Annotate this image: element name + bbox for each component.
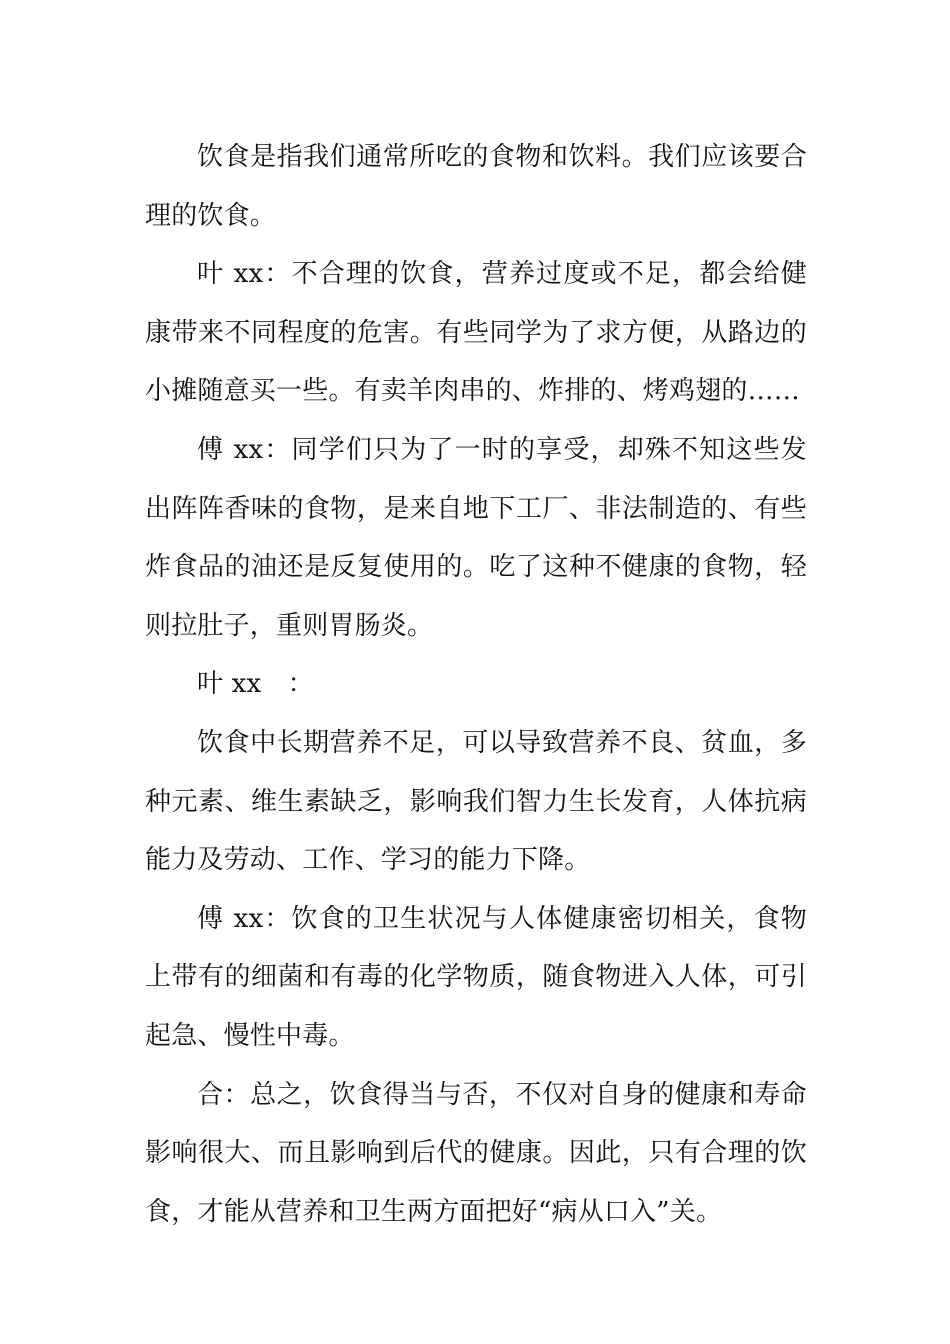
speaker-label-ye: 叶 xx ： <box>197 669 314 700</box>
paragraph-fu-2: 傅 xx：饮食的卫生状况与人体健康密切相关，食物上带有的细菌和有毒的化学物质，随食物进入人体，可引起急、慢性中毒。 <box>145 903 807 1051</box>
paragraph-nutrition: 饮食中长期营养不足，可以导致营养不良、贫血，多种元素、维生素缺乏，影响我们智力生长发育，人体抗病能力及劳动、工作、学习的能力下降。 <box>145 727 807 876</box>
paragraph-fu-1: 傅 xx：同学们只为了一时的享受，却殊不知这些发出阵阵香味的食物，是来自地下工厂、非法制造的、有些炸食品的油还是反复使用的。吃了这种不健康的食物，轻则拉肚子，重则胃肠炎。 <box>145 434 807 641</box>
document-body <box>145 128 807 1241</box>
paragraph-intro: 饮食是指我们通常所吃的食物和饮料。我们应该要合理的饮食。 <box>145 142 807 231</box>
paragraph-conclusion: 合：总之，饮食得当与否，不仅对自身的健康和寿命影响很大、而且影响到后代的健康。因此，只有合理的饮食，才能从营养和卫生两方面把好“病从口入”关。 <box>145 1079 807 1227</box>
paragraph-ye-1: 叶 xx：不合理的饮食，营养过度或不足，都会给健康带来不同程度的危害。有些同学为了求方便，从路边的小摊随意买一些。有卖羊肉串的、炸排的、烤鸡翅的…… <box>145 259 807 407</box>
